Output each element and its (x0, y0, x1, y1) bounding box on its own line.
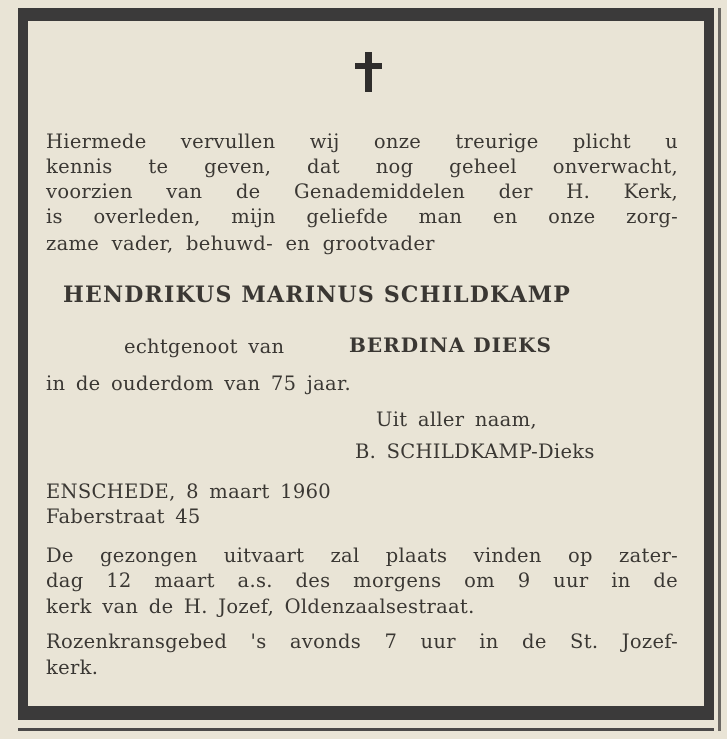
funeral-line-3: kerk van de H. Jozef, Oldenzaalsestraat. (46, 595, 475, 618)
signature: B. SCHILDKAMP-Dieks (355, 440, 595, 463)
right-border-rule (704, 8, 714, 720)
opening-line-1: Hiermede vervullen wij onze treurige plicht u (46, 130, 678, 153)
age-line: in de ouderdom van 75 jaar. (46, 372, 351, 395)
opening-line-5: zame vader, behuwd- en grootvader (46, 232, 435, 255)
right-outer-border-rule (718, 8, 721, 731)
signoff: Uit aller naam, (376, 408, 537, 431)
place-date: ENSCHEDE, 8 maart 1960 (46, 480, 332, 503)
left-border-rule (18, 8, 28, 720)
rosary-line-2: kerk. (46, 656, 99, 679)
funeral-line-1: De gezongen uitvaart zal plaats vinden op zater- (46, 544, 678, 567)
top-border-rule (18, 8, 714, 21)
cross-icon (355, 52, 381, 94)
opening-line-4: is overleden, mijn geliefde man en onze zorg- (46, 205, 678, 228)
opening-line-2: kennis te geven, dat nog geheel onverwacht, (46, 155, 678, 178)
deceased-name: HENDRIKUS MARINUS SCHILDKAMP (63, 282, 572, 308)
funeral-line-2: dag 12 maart a.s. des morgens om 9 uur in de (46, 569, 678, 592)
spouse-name: BERDINA DIEKS (349, 333, 552, 357)
address: Faberstraat 45 (46, 505, 201, 528)
spouse-prefix: echtgenoot van (124, 335, 285, 358)
bottom-border-rule (18, 706, 714, 720)
opening-line-3: voorzien van de Genademiddelen der H. Kerk, (46, 180, 678, 203)
rosary-line-1: Rozenkransgebed 's avonds 7 uur in de St. Jozef- (46, 630, 678, 653)
bottom-thin-rule (18, 728, 714, 731)
